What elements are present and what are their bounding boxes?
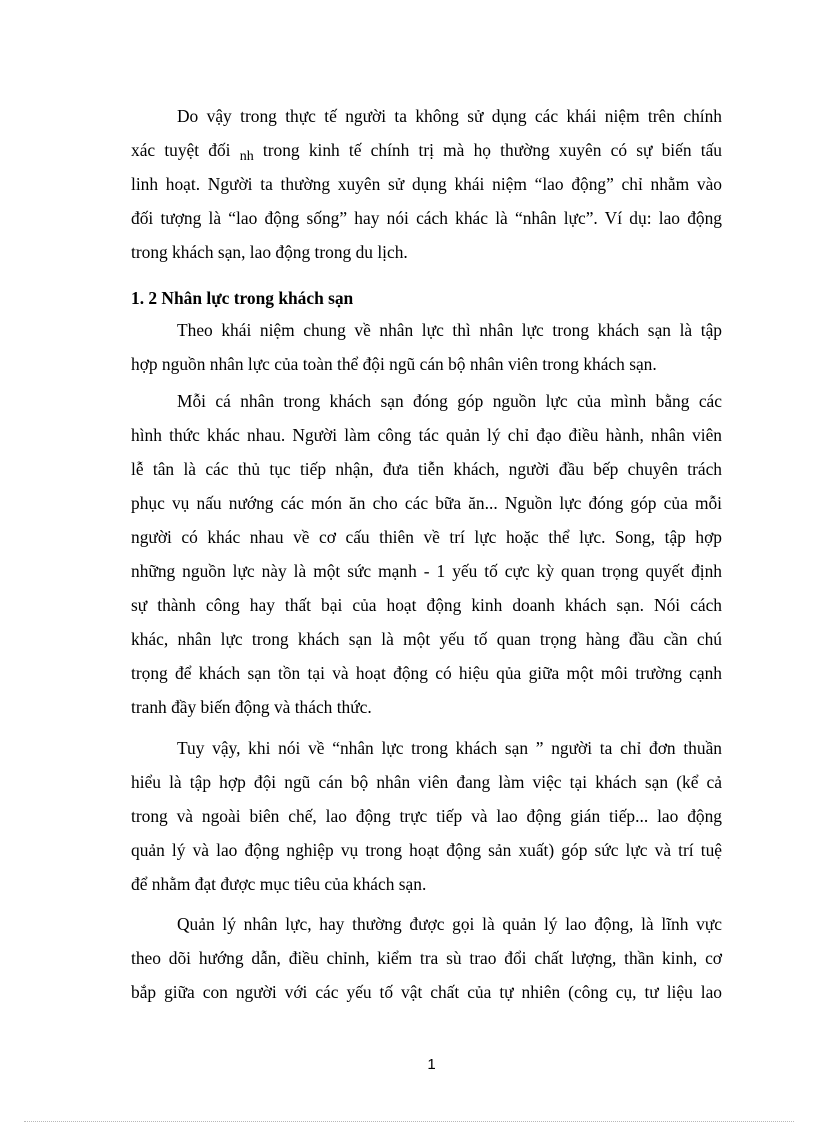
paragraph-1-line-4: đối tượng là “lao động sống” hay nói cách khác là “nhân lực”. Ví dụ: lao động [131, 208, 722, 228]
paragraph-3-line-9: trọng để khách sạn tồn tại và hoạt động có hiệu qủa giữa một môi trường cạnh [131, 663, 722, 683]
paragraph-5-line-2: theo dõi hướng dẫn, điều chỉnh, kiểm tra sù trao đổi chất lượng, thần kinh, cơ [131, 948, 722, 968]
paragraph-3-line-10: tranh đầy biến động và thách thức. [131, 697, 372, 717]
paragraph-4-line-5: để nhằm đạt được mục tiêu của khách sạn. [131, 874, 427, 894]
paragraph-4-line-2: hiểu là tập hợp đội ngũ cán bộ nhân viên đang làm việc tại khách sạn (kể cả [131, 772, 722, 792]
paragraph-3-line-1: Mỗi cá nhân trong khách sạn đóng góp nguồn lực của mình bằng các [177, 391, 722, 411]
page-bottom-rule [24, 1121, 794, 1122]
paragraph-3-line-4: phục vụ nấu nướng các món ăn cho các bữa ăn... Nguồn lực đóng góp của mỗi [131, 493, 722, 513]
section-heading: 1. 2 Nhân lực trong khách sạn [131, 288, 354, 308]
paragraph-2-line-1: Theo khái niệm chung về nhân lực thì nhân lực trong khách sạn là tập [177, 320, 722, 340]
paragraph-3-line-3: lễ tân là các thủ tục tiếp nhận, đưa tiễn khách, người đầu bếp chuyên trách [131, 459, 722, 479]
paragraph-1-line-2-part-a: xác tuyệt đối [131, 140, 231, 160]
page-number: 1 [427, 1056, 436, 1073]
paragraph-1-line-2-part-b: trong kinh tế chính trị mà họ thường xuyên có sự biến tấu [262, 140, 722, 160]
paragraph-1-line-1: Do vậy trong thực tế người ta không sử dụng các khái niệm trên chính [177, 106, 722, 126]
paragraph-5-line-1: Quản lý nhân lực, hay thường được gọi là quản lý lao động, là lĩnh vực [177, 914, 722, 934]
paragraph-5-line-3: bắp giữa con người với các yếu tố vật chất của tự nhiên (công cụ, tư liệu lao [131, 982, 722, 1002]
paragraph-1-line-3: linh hoạt. Người ta thường xuyên sử dụng khái niệm “lao động” chỉ nhằm vào [131, 174, 722, 194]
paragraph-3-line-7: sự thành công hay thất bại của hoạt động kinh doanh khách sạn. Nói cách [131, 595, 722, 615]
paragraph-3-line-6: những nguồn lực này là một sức mạnh - 1 yếu tố cực kỳ quan trọng quyết định [131, 561, 722, 581]
paragraph-3-line-8: khác, nhân lực trong khách sạn là một yếu tố quan trọng hàng đầu cần chú [131, 629, 722, 649]
paragraph-3-line-2: hình thức khác nhau. Người làm công tác quản lý chỉ đạo điều hành, nhân viên [131, 425, 722, 445]
paragraph-4-line-4: quản lý và lao động nghiệp vụ trong hoạt động sản xuất) góp sức lực và trí tuệ [131, 840, 722, 860]
paragraph-3-line-5: người có khác nhau về cơ cấu thiên về trí lực hoặc thể lực. Song, tập hợp [131, 527, 722, 547]
paragraph-4-line-3: trong và ngoài biên chế, lao động trực tiếp và lao động gián tiếp... lao động [131, 806, 722, 826]
paragraph-4-line-1: Tuy vậy, khi nói về “nhân lực trong khách sạn ” người ta chỉ đơn thuần [177, 738, 722, 758]
paragraph-1-line-2 [131, 138, 722, 165]
paragraph-1-line-5: trong khách sạn, lao động trong du lịch. [131, 242, 408, 262]
paragraph-2-line-2: hợp nguồn nhân lực của toàn thể đội ngũ cán bộ nhân viên trong khách sạn. [131, 354, 657, 374]
paragraph-1-line-2-fragment: nh [239, 149, 254, 164]
